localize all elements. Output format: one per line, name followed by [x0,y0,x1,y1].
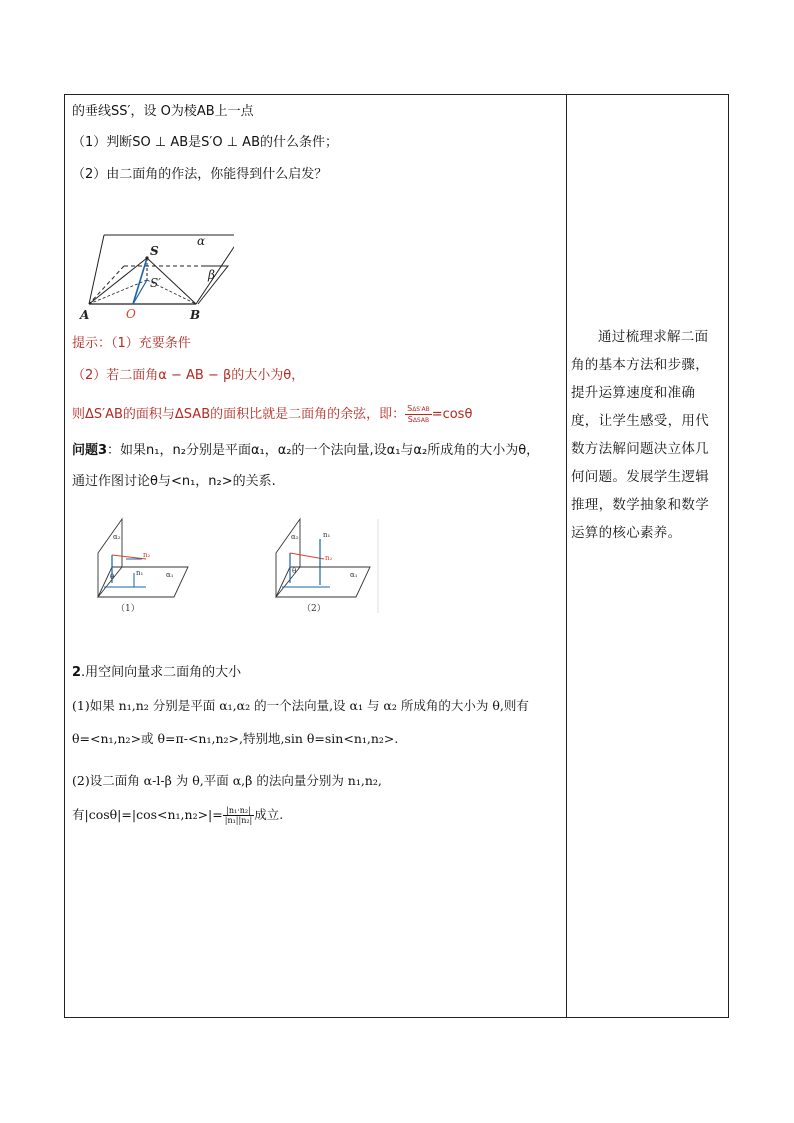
fig2a-n1: n₁ [136,569,144,577]
fig2a-theta: θ [110,573,115,581]
question-1: （1）判断SO ⊥ AB是S′O ⊥ AB的什么条件； [72,135,338,150]
fig2b-alpha2: α₂ [291,533,299,541]
cosine-fraction: $\frac{\text{|n₁·n₂|}}{\text{|n₁||n₂|}}$ [224,806,253,825]
hint-2: （2）若二面角α − AB − β的大小为θ， [72,368,305,383]
fig2b-theta: θ [292,567,297,575]
problem-3-line-2: 通过作图讨论θ与<n₁，n₂>的关系. [72,474,276,489]
section-2-heading: 2.用空间向量求二面角的大小 [72,665,242,680]
intro-line: 的垂线SS′，设 O为棱AB上一点 [72,104,254,119]
design-intent-cell [571,323,721,547]
hint-3-pre: 则ΔS′AB的面积与ΔSAB的面积比就是二面角的余弦，即： [72,407,406,422]
section-2-line-1: (1)如果 n₁,n₂ 分别是平面 α₁,α₂ 的一个法向量,设 α₁ 与 α₂ 所成角的大小为 θ,则有 [72,698,529,713]
label-beta: β [208,268,215,282]
design-intent-text: 通过梳理求解二面角的基本方法和步骤，提升运算速度和准确度，让学生感受，用代数方法解问题决立体几何问题。发展学生逻辑推理，数学抽象和数学运算的核心素养。 [571,329,709,541]
area-ratio-fraction: $\frac{\text{SΔS′AB}}{\text{SΔSAB}}$ [407,404,430,424]
label-alpha: α [197,234,206,248]
fig2a-alpha2: α₂ [113,533,121,541]
fig2b-alpha1: α₁ [350,571,358,579]
fig2-caption-1: （1） [116,604,140,614]
hint-1: 提示：（1）充要条件 [72,336,191,351]
label-S: S [150,244,159,258]
normal-vector-figure-1 [86,515,194,615]
column-divider [566,95,567,1017]
fig2a-alpha1: α₁ [166,571,174,579]
label-S-prime: S′ [150,276,161,290]
hint-3 [72,404,472,425]
label-B: B [190,308,201,320]
problem-3-title: 问题3 [72,443,108,458]
section-2-line-2: θ=<n₁,n₂>或 θ=π-<n₁,n₂>,特别地,sin θ=sin<n₁,n₂>. [72,731,399,746]
fig2-caption-2: （2） [302,604,326,614]
question-2: （2）由二面角的作法，你能得到什么启发？ [72,167,328,182]
problem-3-line-1: 问题3：如果n₁，n₂分别是平面α₁，α₂的一个法向量,设α₁与α₂所成角的大小为θ， [72,443,540,458]
fig2b-n2: n₂ [325,554,333,562]
section-2-line-4: 有|cosθ|=|cos<n₁,n₂>|= $\frac{\text{|n₁·n₂|}}{\text{|n₁||n₂|}}$ 成立. [72,806,284,825]
section-2-line-3: (2)设二面角 α-l-β 为 θ,平面 α,β 的法向量分别为 n₁,n₂, [72,773,382,788]
normal-vector-figure-2 [270,515,382,615]
fig2a-n2: n₂ [143,551,151,559]
label-A: A [80,308,90,320]
dihedral-figure [74,228,234,320]
label-O: O [126,307,136,320]
fig2b-n1: n₁ [323,531,331,539]
hint-3-post: =cosθ [431,407,473,422]
